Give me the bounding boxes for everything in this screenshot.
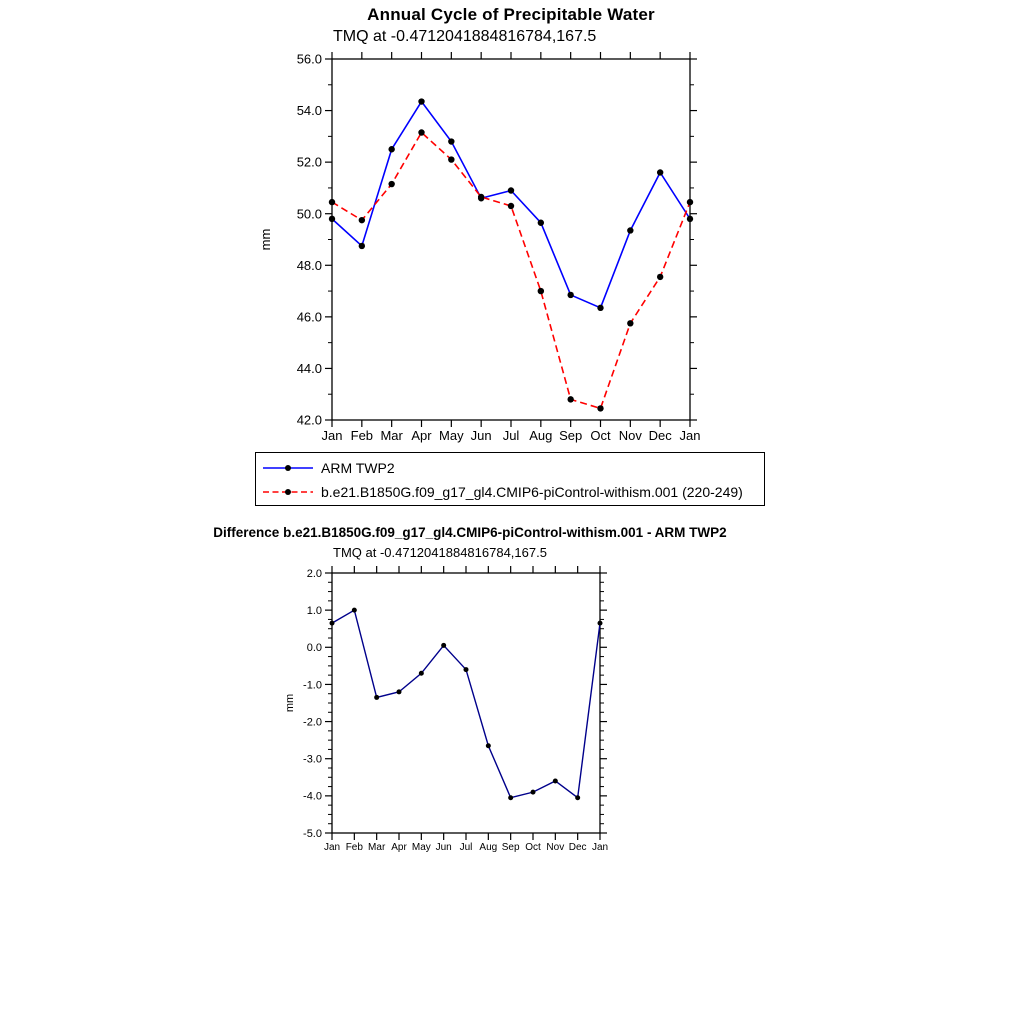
svg-text:Feb: Feb — [350, 428, 374, 443]
svg-text:-5.0: -5.0 — [303, 827, 322, 840]
svg-text:May: May — [439, 428, 464, 443]
svg-text:Mar: Mar — [368, 842, 386, 853]
svg-text:Jul: Jul — [459, 842, 473, 853]
svg-text:-4.0: -4.0 — [303, 790, 322, 803]
svg-text:54.0: 54.0 — [296, 103, 322, 119]
svg-text:50.0: 50.0 — [296, 206, 322, 222]
legend-label-model: b.e21.B1850G.f09_g17_gl4.CMIP6-piControl-withism.001 (220-249) — [321, 484, 743, 500]
svg-text:2.0: 2.0 — [306, 567, 322, 580]
svg-text:46.0: 46.0 — [296, 309, 322, 325]
legend-line-sample-model — [261, 485, 317, 499]
legend-box — [255, 452, 765, 506]
svg-text:Apr: Apr — [411, 428, 432, 443]
difference-chart-title: Difference b.e21.B1850G.f09_g17_gl4.CMIP6-piControl-withism.001 - ARM TWP2 — [213, 525, 727, 540]
svg-text:Mar: Mar — [380, 428, 403, 443]
svg-text:56.0: 56.0 — [296, 51, 322, 67]
svg-text:Feb: Feb — [345, 842, 363, 853]
svg-text:Sep: Sep — [501, 842, 520, 853]
svg-text:Nov: Nov — [546, 842, 565, 853]
svg-text:44.0: 44.0 — [296, 360, 322, 376]
svg-text:Sep: Sep — [559, 428, 583, 443]
svg-text:Jan: Jan — [591, 842, 609, 853]
top-chart-subtitle: TMQ at -0.4712041884816784,167.5 — [333, 28, 597, 45]
svg-text:Jan: Jan — [679, 428, 701, 443]
series-line — [332, 132, 690, 408]
legend-line-sample-obs — [261, 461, 317, 475]
svg-text:0.0: 0.0 — [306, 642, 322, 655]
svg-text:Dec: Dec — [568, 842, 587, 853]
svg-text:Jul: Jul — [502, 428, 520, 443]
svg-text:mm: mm — [284, 693, 296, 713]
svg-text:42.0: 42.0 — [296, 412, 322, 428]
svg-text:Nov: Nov — [618, 428, 642, 443]
legend-entry-model — [261, 480, 760, 504]
svg-text:-2.0: -2.0 — [303, 716, 322, 729]
svg-text:Oct: Oct — [590, 428, 611, 443]
svg-text:1.0: 1.0 — [306, 604, 322, 617]
svg-text:Dec: Dec — [648, 428, 672, 443]
svg-text:Aug: Aug — [529, 428, 553, 443]
svg-text:Jun: Jun — [435, 842, 452, 853]
svg-text:May: May — [411, 842, 431, 853]
svg-text:Jan: Jan — [323, 842, 341, 853]
legend-entry-arm-twp2 — [261, 456, 760, 480]
svg-text:48.0: 48.0 — [296, 257, 322, 273]
main-title: Annual Cycle of Precipitable Water — [367, 5, 655, 24]
svg-text:mm: mm — [258, 228, 273, 251]
svg-text:-1.0: -1.0 — [303, 679, 322, 692]
svg-text:Jan: Jan — [321, 428, 343, 443]
difference-chart-subtitle: TMQ at -0.4712041884816784,167.5 — [333, 545, 547, 560]
svg-text:Jun: Jun — [470, 428, 492, 443]
svg-text:52.0: 52.0 — [296, 154, 322, 170]
series-line — [332, 610, 600, 798]
difference-chart — [250, 565, 660, 865]
legend-label-obs: ARM TWP2 — [321, 460, 395, 476]
svg-text:Oct: Oct — [525, 842, 541, 853]
svg-text:-3.0: -3.0 — [303, 753, 322, 766]
svg-text:Apr: Apr — [391, 842, 407, 853]
annual-cycle-chart — [250, 50, 720, 455]
svg-text:Aug: Aug — [479, 842, 498, 853]
